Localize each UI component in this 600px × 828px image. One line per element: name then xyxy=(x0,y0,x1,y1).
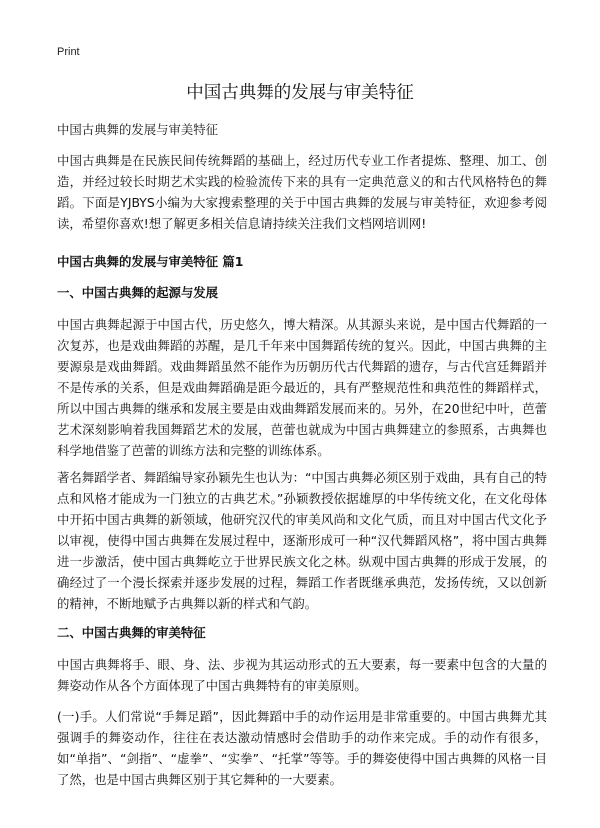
section1-paragraph-1: 中国古典舞起源于中国古代，历史悠久，博大精深。从其源头来说，是中国古代舞蹈的一次复苏，也是戏曲舞蹈的苏醒，是几千年来中国舞蹈传统的复兴。因此，中国古典舞的主要源泉是戏曲舞蹈。戏曲舞蹈虽然不能作为历朝历代古代舞蹈的遗存，与古代宫廷舞蹈并不是传承的关系，但是戏曲舞蹈确是距今最近的，具有严整规范性和典范性的舞蹈样式，所以中国古典舞的继承和发展主要是由戏曲舞蹈发展而来的。另外，在20世纪中叶，芭蕾艺术深刻影响着我国舞蹈艺术的发展，芭蕾也就成为中国古典舞建立的参照系，古典舞也科学地借鉴了芭蕾的训练方法和完整的训练体系。 xyxy=(57,317,547,458)
section1-heading: 一、中国古典舞的起源与发展 xyxy=(57,285,219,300)
section1-paragraph-2: 著名舞蹈学者、舞蹈编导家孙颖先生也认为：“中国古典舞必须区别于戏曲，具有自己的特点和风格才能成为一门独立的古典艺术。”孙颖教授依据雄厚的中华传统文化，在文化母体中开拓中国古典舞的新领域，他研究汉代的审美风尚和文化气质，而且对中国古代文化予以审视，使得中国古典舞在发展过程中，逐渐形成可一种“汉代舞蹈风格”，将中国古典舞进一步激活，使中国古典舞屹立于世界民族文化之林。纵观中国古典舞的形成于发展，的确经过了一个漫长探索并逐步发展的过程，舞蹈工作者既继承典范，发扬传统，又以创新的精神，不断地赋予古典舞以新的样式和气韵。 xyxy=(57,470,547,611)
section2-paragraph-2: (一)手。人们常说“手舞足蹈”，因此舞蹈中手的动作运用是非常重要的。中国古典舞尤其强调手的舞姿动作，往往在表达激动情感时会借助手的动作来完成。手的动作有很多，如“单指”、“剑指”、“虚拳”、“实拳”、“托掌”等等。手的舞姿使得中国古典舞的风格一目了然，也是中国古典舞区别于其它舞种的一大要素。 xyxy=(57,709,547,787)
section2-heading: 二、中国古典舞的审美特征 xyxy=(57,625,206,640)
page-title: 中国古典舞的发展与审美特征 xyxy=(186,83,414,103)
document-subtitle: 中国古典舞的发展与审美特征 xyxy=(57,122,219,137)
print-label[interactable]: Print xyxy=(57,46,80,58)
article-heading: 中国古典舞的发展与审美特征 篇1 xyxy=(57,254,244,269)
section2-paragraph-1: 中国古典舞将手、眼、身、法、步视为其运动形式的五大要素，每一要素中包含的大量的舞姿动作从各个方面体现了中国古典舞特有的审美原则。 xyxy=(57,657,547,693)
intro-paragraph: 中国古典舞是在民族民间传统舞蹈的基础上，经过历代专业工作者提炼、整理、加工、创造，并经过较长时期艺术实践的检验流传下来的具有一定典范意义的和古代风格特色的舞蹈。下面是YJBYS小编为大家搜索整理的关于中国古典舞的发展与审美特征，欢迎参考阅读，希望你喜欢!想了解更多相关信息请持续关注我们文档网培训网! xyxy=(57,153,547,231)
